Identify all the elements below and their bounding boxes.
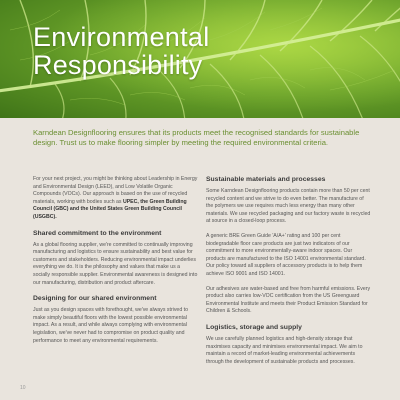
heading-sustainable-materials: Sustainable materials and processes	[206, 176, 326, 183]
right-paragraph-4: We use carefully planned logistics and high-density storage that maximises capacity and minimises environmental impact. We aim to maintain a record of market-leading environmental achievements through the development of sustainable products and processes.	[206, 335, 363, 365]
right-paragraph-3: Our adhesives are water-based and free from harmful emissions. Every product also carries low-VOC certification from the US Greenguard Environmental Institute and meets their Product Emission Standard for Children & Schools.	[206, 285, 371, 315]
heading-logistics: Logistics, storage and supply	[206, 323, 302, 331]
left-paragraph-1-text: For your next project, you might be thinking about Leadership in Energy and Environmental Design (LEED), and Low Volatile Organic Compounds (VOCs). Our approach is based on the use of recycled materials, working with bodies such as	[33, 176, 198, 205]
right-paragraph-2: A generic BRE Green Guide 'A/A+' rating and 100 per cent biodegradable floor care products are just two indicators of our commitment to more environmentally-aware indoor spaces. Our products are manufactured to the ISO 14001 environmental standard. Our policy toward all suppliers of accessory products is to help them achieve ISO 9001 and ISO 14001.	[206, 232, 366, 277]
left-paragraph-3: Just as you design spaces with forethought, we've always strived to make simply beautiful floors with the lowest possible environmental impact. As a result, and while always complying with environmental legislation, we've never had to compromise on product quality and performance to meet any environmental requirements.	[33, 307, 188, 344]
title-line-1: Environmental	[33, 22, 210, 52]
right-paragraph-1: Some Karndean Designflooring products contain more than 50 per cent recycled content and we strive to do even better. The manufacture of the polymers we use requires much less energy than many other materials. We use recycled packaging and our factory waste is recycled at source in a closed-loop process.	[206, 188, 371, 225]
hero-leaf-image	[0, 0, 400, 118]
page-title	[33, 23, 210, 79]
left-paragraph-2: As a global flooring supplier, we're committed to continually improving manufacturing and logistics to ensure sustainability and best value for customers and stakeholders. Reducing environmental impact underlies everything we do. It is the philosophy and values that make us a socially responsible supplier. Environmental awareness is designed into our manufacturing, distribution and product aftercare.	[33, 241, 198, 286]
title-line-2: Responsibility	[33, 50, 203, 80]
heading-designing-environment: Designing for our shared environment	[33, 295, 157, 303]
page-number: 10	[20, 385, 26, 391]
left-paragraph-1	[33, 176, 198, 222]
right-column	[206, 176, 371, 373]
left-paragraph-1-bold: UPEC, the Green Building Council (GBC) and the United States Green Building Council (USGBC).	[33, 198, 187, 220]
heading-shared-commitment: Shared commitment to the environment	[33, 229, 162, 237]
left-column	[33, 176, 198, 352]
intro-paragraph: Karndean Designflooring ensures that its products meet the recognised standards for sustainable design. Trust us to make flooring simpler by meeting the required environmental criteria.	[33, 128, 360, 147]
